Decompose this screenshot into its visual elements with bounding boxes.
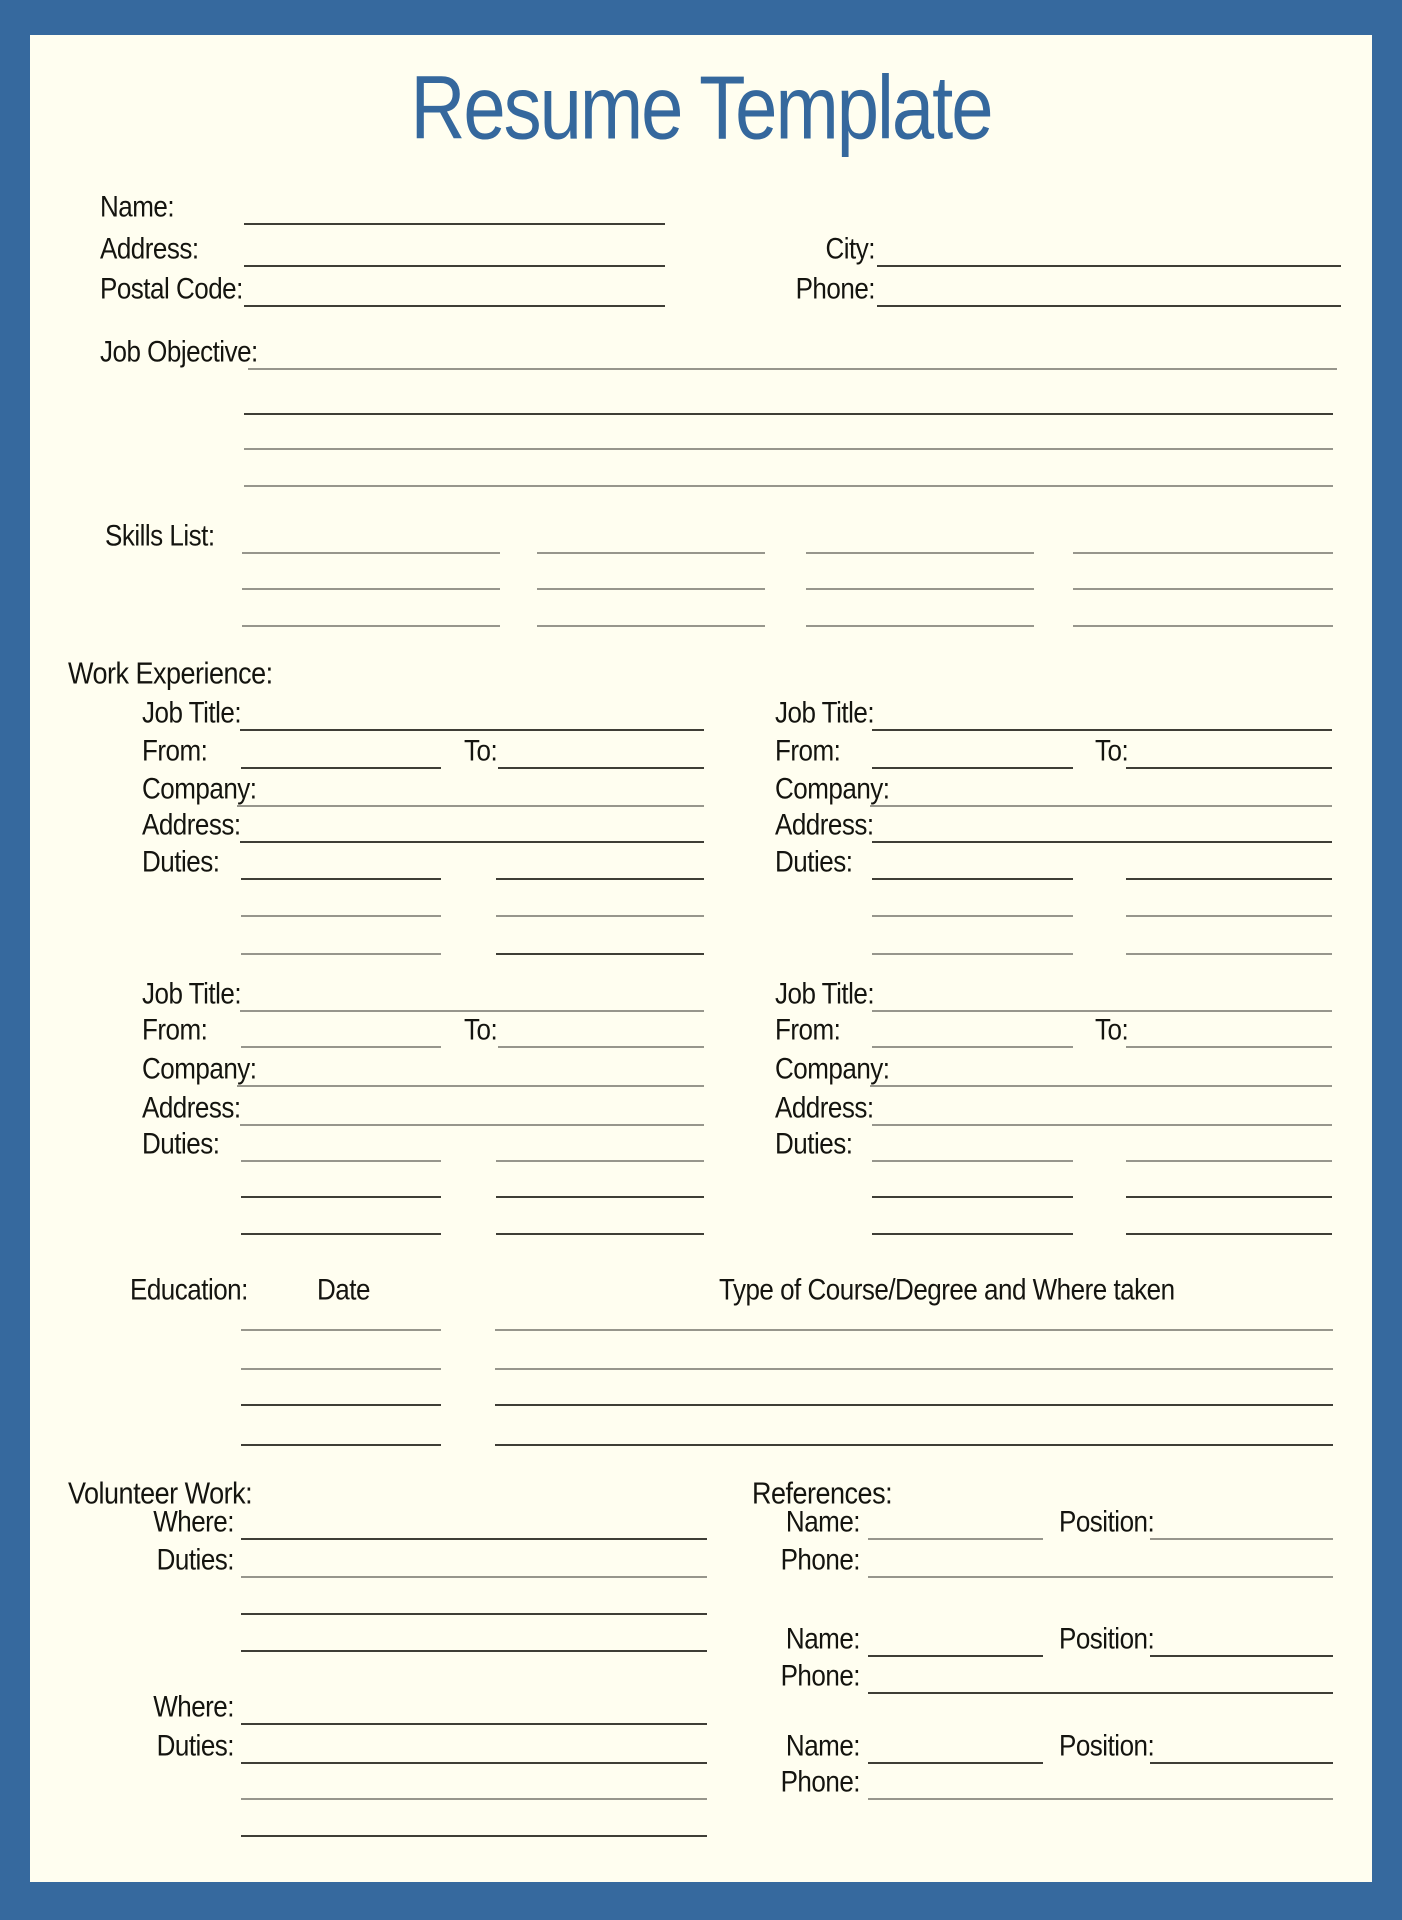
job1-duties-line-r2b[interactable] <box>496 915 704 917</box>
job-objective-label: Job Objective: <box>100 334 258 369</box>
job1-to-line[interactable] <box>498 767 704 769</box>
reference1-phone-label: Phone: <box>780 1542 860 1577</box>
job2-title-line[interactable] <box>872 729 1332 731</box>
skills-list-label: Skills List: <box>105 518 215 553</box>
job4-to-label: To: <box>1095 1012 1129 1047</box>
objective-line-2[interactable] <box>244 413 1333 415</box>
education-course-line-1[interactable] <box>495 1329 1333 1331</box>
education-date-header: Date <box>317 1272 370 1307</box>
volunteer1-duties-label: Duties: <box>156 1542 234 1577</box>
reference2-phone-label: Phone: <box>780 1658 860 1693</box>
job1-duties-line-r1b[interactable] <box>496 878 704 880</box>
education-course-line-3[interactable] <box>495 1404 1333 1406</box>
job4-duties-line-r1b[interactable] <box>1126 1160 1332 1162</box>
skills-line-r2c4[interactable] <box>1073 588 1333 590</box>
job2-company-label: Company: <box>775 771 890 806</box>
job2-to-label: To: <box>1095 733 1129 768</box>
volunteer2-duties-line-1[interactable] <box>241 1762 707 1764</box>
education-date-line-1[interactable] <box>241 1329 441 1331</box>
phone-label: Phone: <box>795 271 875 306</box>
skills-line-r2c3[interactable] <box>806 588 1034 590</box>
job2-address-line[interactable] <box>872 841 1332 843</box>
job3-duties-line-r2b[interactable] <box>496 1196 704 1198</box>
job4-duties-label: Duties: <box>775 1126 853 1161</box>
volunteer1-where-line[interactable] <box>241 1538 707 1540</box>
reference1-name-label: Name: <box>785 1504 860 1539</box>
volunteer2-duties-label: Duties: <box>156 1728 234 1763</box>
name-field-line[interactable] <box>244 223 665 225</box>
job2-duties-line-r1b[interactable] <box>1126 878 1332 880</box>
job3-duties-line-r3b[interactable] <box>496 1233 704 1235</box>
objective-line-1[interactable] <box>248 368 1337 370</box>
job1-duties-line-r2a[interactable] <box>241 915 441 917</box>
job3-duties-line-r3a[interactable] <box>241 1233 441 1235</box>
reference2-position-label: Position: <box>1059 1621 1155 1656</box>
skills-line-r1c2[interactable] <box>537 552 765 554</box>
job2-title-label: Job Title: <box>775 695 875 730</box>
reference3-position-label: Position: <box>1059 1728 1155 1763</box>
reference1-position-line[interactable] <box>1150 1538 1333 1540</box>
job3-from-line[interactable] <box>241 1046 441 1048</box>
education-course-line-2[interactable] <box>495 1368 1333 1370</box>
page-title: Resume Template <box>410 58 992 159</box>
skills-line-r3c2[interactable] <box>537 625 765 627</box>
reference2-name-line[interactable] <box>868 1655 1043 1657</box>
name-label: Name: <box>100 189 175 224</box>
objective-line-3[interactable] <box>244 448 1333 450</box>
reference2-phone-line[interactable] <box>868 1692 1333 1694</box>
job4-address-line[interactable] <box>872 1124 1332 1126</box>
job3-from-label: From: <box>142 1012 208 1047</box>
volunteer2-where-line[interactable] <box>241 1723 707 1725</box>
job3-address-label: Address: <box>142 1090 241 1125</box>
job2-duties-line-r2b[interactable] <box>1126 915 1332 917</box>
education-course-line-4[interactable] <box>495 1444 1333 1446</box>
skills-line-r1c3[interactable] <box>806 552 1034 554</box>
job2-address-label: Address: <box>775 807 874 842</box>
job2-from-label: From: <box>775 733 841 768</box>
volunteer1-duties-line-2[interactable] <box>241 1613 707 1615</box>
reference3-phone-line[interactable] <box>868 1798 1333 1800</box>
references-heading: References: <box>752 1475 893 1511</box>
job2-duties-label: Duties: <box>775 844 853 879</box>
city-field-line[interactable] <box>877 265 1341 267</box>
job1-company-label: Company: <box>142 771 257 806</box>
job4-duties-line-r2b[interactable] <box>1126 1196 1332 1198</box>
volunteer1-where-label: Where: <box>153 1504 234 1539</box>
volunteer2-duties-line-2[interactable] <box>241 1798 707 1800</box>
postal-code-field-line[interactable] <box>244 305 665 307</box>
job4-duties-line-r3a[interactable] <box>872 1233 1073 1235</box>
job3-duties-label: Duties: <box>142 1126 220 1161</box>
reference1-position-label: Position: <box>1059 1504 1155 1539</box>
job2-duties-line-r3a[interactable] <box>872 953 1073 955</box>
reference3-phone-label: Phone: <box>780 1764 860 1799</box>
volunteer1-duties-line-1[interactable] <box>241 1576 707 1578</box>
job1-title-label: Job Title: <box>142 695 242 730</box>
address-field-line[interactable] <box>244 265 665 267</box>
job2-duties-line-r2a[interactable] <box>872 915 1073 917</box>
job3-duties-line-r1a[interactable] <box>241 1160 441 1162</box>
job3-address-line[interactable] <box>240 1124 704 1126</box>
job4-title-label: Job Title: <box>775 976 875 1011</box>
reference3-name-label: Name: <box>785 1728 860 1763</box>
education-date-line-3[interactable] <box>241 1404 441 1406</box>
skills-line-r1c4[interactable] <box>1073 552 1333 554</box>
education-date-line-2[interactable] <box>241 1368 441 1370</box>
education-date-line-4[interactable] <box>241 1444 441 1446</box>
job3-title-label: Job Title: <box>142 976 242 1011</box>
job4-from-label: From: <box>775 1012 841 1047</box>
job3-to-label: To: <box>464 1012 498 1047</box>
resume-sheet <box>30 35 1372 1882</box>
job2-from-line[interactable] <box>872 767 1073 769</box>
job4-company-label: Company: <box>775 1051 890 1086</box>
skills-line-r3c3[interactable] <box>806 625 1034 627</box>
job1-address-label: Address: <box>142 807 241 842</box>
reference3-position-line[interactable] <box>1150 1762 1333 1764</box>
city-label: City: <box>825 231 875 266</box>
reference2-position-line[interactable] <box>1150 1655 1333 1657</box>
job4-duties-line-r2a[interactable] <box>872 1196 1073 1198</box>
job1-duties-line-r3b[interactable] <box>496 953 704 955</box>
job1-company-line[interactable] <box>237 805 704 807</box>
job3-duties-line-r1b[interactable] <box>496 1160 704 1162</box>
education-course-header: Type of Course/Degree and Where taken <box>719 1272 1175 1307</box>
address-label: Address: <box>100 231 199 266</box>
job4-duties-line-r3b[interactable] <box>1126 1233 1332 1235</box>
job4-to-line[interactable] <box>1126 1046 1332 1048</box>
job1-from-line[interactable] <box>241 767 441 769</box>
job4-company-line[interactable] <box>870 1085 1332 1087</box>
phone-field-line[interactable] <box>877 305 1341 307</box>
skills-line-r1c1[interactable] <box>242 552 500 554</box>
job1-from-label: From: <box>142 733 208 768</box>
job1-duties-line-r3a[interactable] <box>241 953 441 955</box>
volunteer-work-heading: Volunteer Work: <box>68 1475 253 1511</box>
volunteer1-duties-line-3[interactable] <box>241 1650 707 1652</box>
job1-title-line[interactable] <box>240 729 704 731</box>
postal-code-label: Postal Code: <box>100 271 243 306</box>
job4-duties-line-r1a[interactable] <box>872 1160 1073 1162</box>
job2-duties-line-r1a[interactable] <box>872 878 1073 880</box>
job1-to-label: To: <box>464 733 498 768</box>
skills-line-r3c1[interactable] <box>242 625 500 627</box>
job3-to-line[interactable] <box>498 1046 704 1048</box>
job4-address-label: Address: <box>775 1090 874 1125</box>
work-experience-heading: Work Experience: <box>68 655 273 691</box>
volunteer2-where-label: Where: <box>153 1689 234 1724</box>
reference2-name-label: Name: <box>785 1621 860 1656</box>
job3-duties-line-r2a[interactable] <box>241 1196 441 1198</box>
skills-line-r2c1[interactable] <box>242 588 500 590</box>
job3-company-label: Company: <box>142 1051 257 1086</box>
job3-company-line[interactable] <box>237 1085 704 1087</box>
job4-from-line[interactable] <box>872 1046 1073 1048</box>
reference1-name-line[interactable] <box>868 1538 1043 1540</box>
education-label: Education: <box>130 1272 248 1307</box>
skills-line-r3c4[interactable] <box>1073 625 1333 627</box>
reference1-phone-line[interactable] <box>868 1576 1333 1578</box>
objective-line-4[interactable] <box>244 485 1333 487</box>
job1-duties-label: Duties: <box>142 844 220 879</box>
reference3-name-line[interactable] <box>868 1762 1043 1764</box>
job2-to-line[interactable] <box>1126 767 1332 769</box>
job1-address-line[interactable] <box>240 841 704 843</box>
volunteer2-duties-line-3[interactable] <box>241 1835 707 1837</box>
job2-company-line[interactable] <box>870 805 1332 807</box>
job2-duties-line-r3b[interactable] <box>1126 953 1332 955</box>
job1-duties-line-r1a[interactable] <box>241 878 441 880</box>
skills-line-r2c2[interactable] <box>537 588 765 590</box>
